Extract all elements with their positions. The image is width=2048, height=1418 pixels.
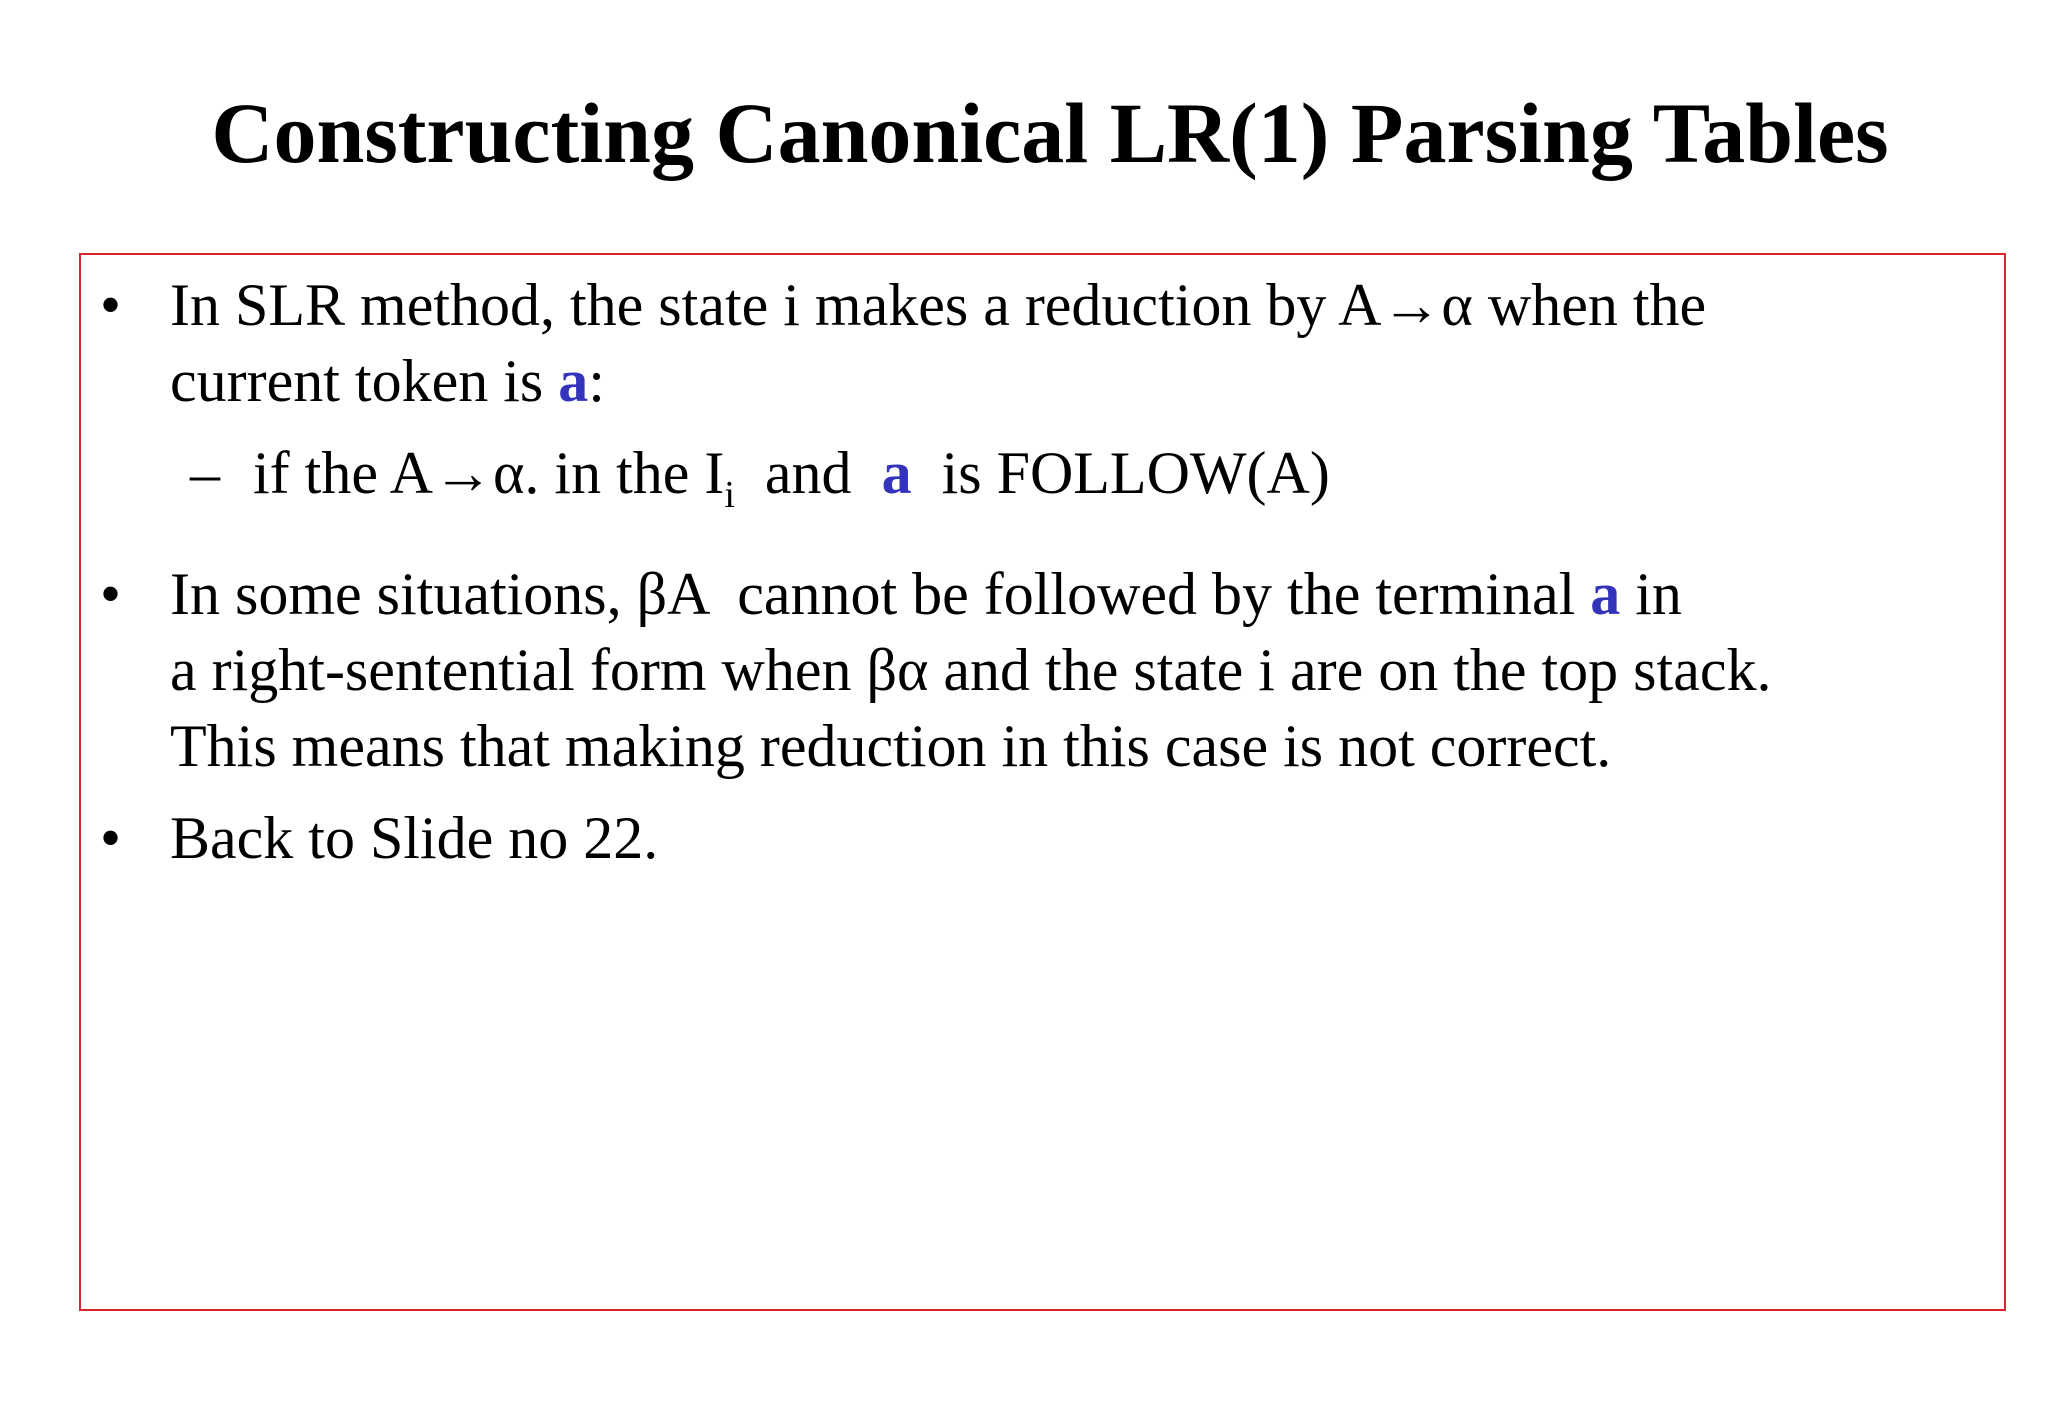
slide-title: Constructing Canonical LR(1) Parsing Tables xyxy=(211,85,1889,181)
bullet-marker: • xyxy=(100,561,122,627)
bullet-1-line-2-text: current token is xyxy=(170,348,559,414)
bullet-2-line-1-end: in xyxy=(1620,561,1682,627)
bullet-3-line-1-text: Back to Slide no 22. xyxy=(170,805,659,871)
bullet-2-line-2-text: a right-sentential form when βα and the state i are on the top stack. xyxy=(170,637,1772,703)
terminal-a: a xyxy=(1590,561,1621,627)
dash-marker: – xyxy=(190,440,220,506)
bullet-marker: • xyxy=(100,805,122,871)
bullet-1-line-1 xyxy=(170,267,1706,343)
sub-bullet-text-2: and xyxy=(734,440,882,506)
terminal-a: a xyxy=(558,348,589,414)
bullet-2-line-3-text: This means that making reduction in this case is not correct. xyxy=(170,713,1612,779)
terminal-a: a xyxy=(881,440,912,506)
bullet-1-line-2-end: : xyxy=(588,348,605,414)
sub-bullet-text-3: is FOLLOW(A) xyxy=(911,440,1330,506)
bullet-1-line-2 xyxy=(170,343,605,419)
bullet-1-line-1-text: In SLR method, the state i makes a reduction by A→α when the xyxy=(170,272,1707,338)
sub-bullet-text-1: if the A→α. in the I xyxy=(253,440,725,506)
bullet-2-line-1 xyxy=(170,556,1682,632)
bullet-2-line-1-text: In some situations, βA cannot be followed by the terminal xyxy=(170,561,1591,627)
bullet-2-line-2 xyxy=(170,632,1771,708)
bullet-3-line-1 xyxy=(170,800,658,876)
bullet-marker: • xyxy=(100,272,122,338)
item-subscript: i xyxy=(724,474,735,516)
sub-bullet-line xyxy=(253,435,1330,516)
bullet-2-line-3 xyxy=(170,708,1611,784)
